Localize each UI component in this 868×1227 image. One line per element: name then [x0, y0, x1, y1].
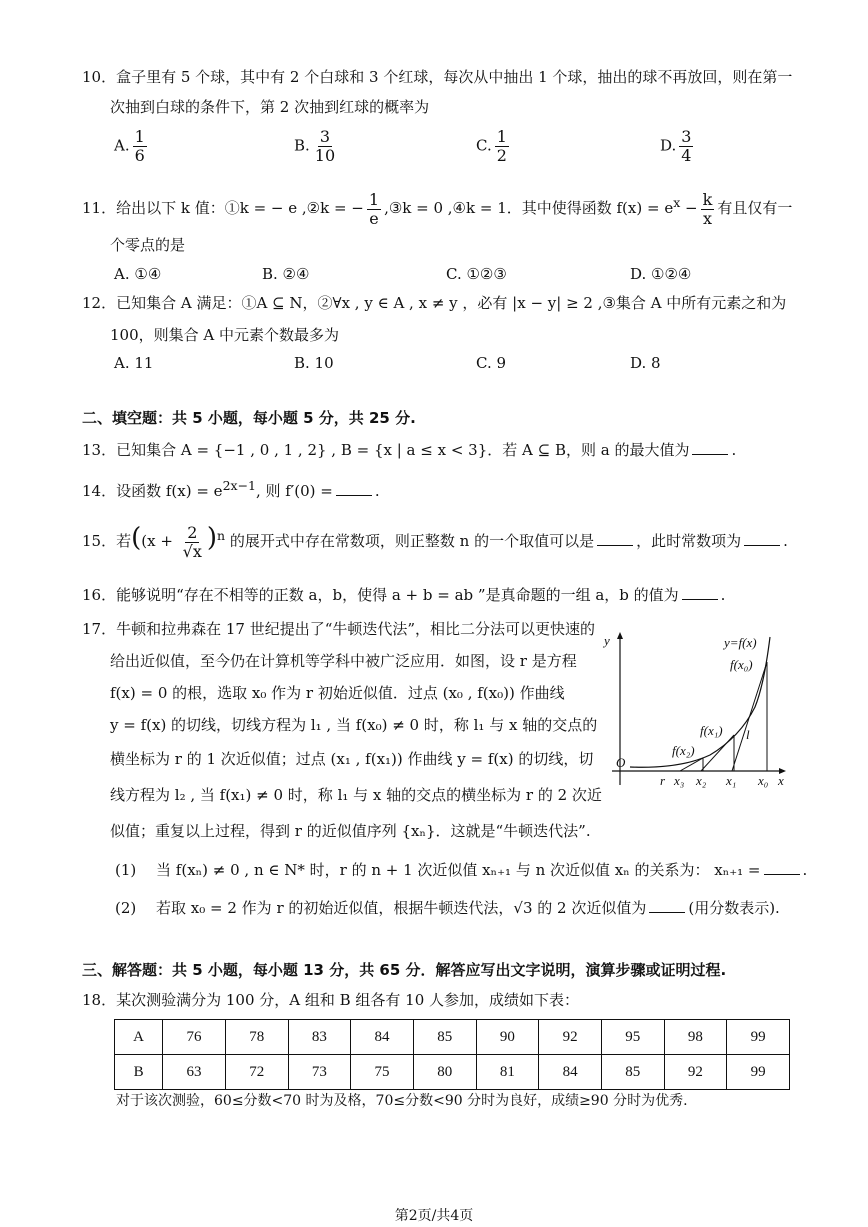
q15: 15．若((x + $\frac{2}{√x}$ )$^n$ 的展开式中存在常数项，则正整数 n 的一个取值可以是 ，此时常数项为 . — [82, 522, 788, 561]
label-fx2: f(x₂) — [672, 743, 695, 758]
score-cell: 95 — [601, 1020, 664, 1055]
q17-line-4: y = f(x) 的切线，切线方程为 l₁ , 当 f(x₀) ≠ 0 时，称 l₁ 与 x 轴的交点的 — [110, 716, 598, 734]
label-x1: x₁ — [726, 773, 737, 788]
label-curve: y=f(x) — [724, 635, 757, 650]
score-cell: 81 — [476, 1055, 539, 1090]
label-x0: x₀ — [758, 773, 769, 788]
q10-option-b: B. $\frac{3}{10}$ — [294, 127, 336, 165]
q11-line1: 11．给出以下 k 值：①k = − e ,②k = − $\frac{1}{e}$ ,③k = 0 ,④k = 1．其中使得函数 $f(x) = e^x$ − $\frac{k}{x}$ 有且仅有一 — [82, 189, 793, 228]
table-row — [115, 1020, 790, 1055]
label-x3: x₃ — [674, 773, 685, 788]
label-x2: x₂ — [696, 773, 707, 788]
score-cell: 78 — [225, 1020, 288, 1055]
q11-option-d: D. ①②④ — [630, 265, 692, 283]
q10-option-a: A. $\frac{1}{6}$ — [114, 127, 145, 165]
q18-intro: 18．某次测验满分为 100 分，A 组和 B 组各有 10 人参加，成绩如下表： — [82, 991, 580, 1009]
q14-answer-blank[interactable] — [336, 481, 372, 496]
section-2-heading: 二、填空题：共 5 小题，每小题 5 分，共 25 分. — [82, 409, 416, 427]
tangent-l1 — [732, 662, 767, 771]
q17-line-3: f(x) = 0 的根，选取 x₀ 作为 r 初始近似值．过点 (x₀ , f(x₀)) 作曲线 — [110, 684, 565, 702]
score-cell: 80 — [413, 1055, 476, 1090]
q15-answer-blank-n[interactable] — [597, 531, 633, 546]
label-fx1: f(x₁) — [700, 723, 723, 738]
q17-line-2: 给出近似值，至今仍在计算机等学科中被广泛应用．如图，设 r 是方程 — [110, 652, 577, 670]
tangent-l3 — [680, 758, 703, 771]
score-cell: 92 — [664, 1055, 727, 1090]
label-origin: O — [616, 755, 626, 770]
score-cell: 83 — [288, 1020, 351, 1055]
score-cell: 75 — [351, 1055, 414, 1090]
q11-line2: 个零点的是 — [110, 236, 186, 254]
score-cell: 72 — [225, 1055, 288, 1090]
score-cell: 76 — [163, 1020, 226, 1055]
score-cell: 84 — [539, 1055, 602, 1090]
q16: 16．能够说明“存在不相等的正数 a，b，使得 a + b = ab ”是真命题的一组 a，b 的值为 . — [82, 586, 726, 604]
scores-table — [114, 1019, 790, 1090]
score-cell: 92 — [539, 1020, 602, 1055]
label-fx0: f(x₀) — [730, 657, 753, 672]
q12-line1: 12．已知集合 A 满足：①A ⊆ N，②∀x , y ∈ A , x ≠ y ，必有 |x − y| ≥ 2 ,③集合 A 中所有元素之和为 — [82, 294, 787, 312]
q11-frac-1-over-e: $\frac{1}{e}$ — [368, 189, 380, 228]
q17-sub-1: (1) 当 f(xₙ) ≠ 0 , n ∈ N* 时，r 的 n + 1 次近似值 xₙ₊₁ 与 n 次近似值 xₙ 的关系为： xₙ₊₁ = . — [115, 861, 808, 879]
q10-b-fraction: $\frac{3}{10}$ — [314, 127, 336, 165]
q11-frac-k-over-x: $\frac{k}{x}$ — [702, 189, 713, 228]
q10-line1: 10．盒子里有 5 个球，其中有 2 个白球和 3 个红球，每次从中抽出 1 个球，抽出的球不再放回，则在第一 — [82, 68, 793, 86]
q13: 13．已知集合 A = {−1 , 0 , 1 , 2} , B = {x | a ≤ x < 3}．若 A ⊆ B，则 a 的最大值为 . — [82, 441, 737, 459]
q11-option-a: A. ①④ — [114, 265, 162, 283]
score-cell: 73 — [288, 1055, 351, 1090]
score-cell: 85 — [413, 1020, 476, 1055]
score-cell: 99 — [727, 1020, 790, 1055]
q10-a-fraction: $\frac{1}{6}$ — [134, 127, 145, 165]
label-l: l — [746, 727, 750, 742]
q17-line-5: 横坐标为 r 的 1 次近似值；过点 (x₁ , f(x₁)) 作曲线 y = f(x) 的切线，切 — [110, 750, 594, 768]
table-row — [115, 1055, 790, 1090]
y-axis-arrow — [617, 632, 623, 639]
q12-option-b: B. 10 — [294, 354, 334, 372]
q18-note: 对于该次测验，60≤分数<70 时为及格，70≤分数<90 分时为良好，成绩≥90 分时为优秀. — [116, 1093, 688, 1109]
score-cell: 90 — [476, 1020, 539, 1055]
q10-line2: 次抽到白球的条件下，第 2 次抽到红球的概率为 — [110, 98, 430, 116]
q12-line2: 100，则集合 A 中元素个数最多为 — [110, 326, 340, 344]
newton-method-graph — [600, 627, 790, 789]
q17-line-7: 似值；重复以上过程，得到 r 的近似值序列 {xₙ}．这就是“牛顿迭代法”. — [110, 822, 591, 840]
tangent-l2 — [701, 735, 734, 771]
q12-option-c: C. 9 — [476, 354, 507, 372]
q10-d-fraction: $\frac{3}{4}$ — [681, 127, 692, 165]
q10-option-c: C. $\frac{1}{2}$ — [476, 127, 507, 165]
q10-c-fraction: $\frac{1}{2}$ — [496, 127, 507, 165]
score-cell: 98 — [664, 1020, 727, 1055]
q15-frac-2-over-sqrt-x: $\frac{2}{√x}$ — [182, 522, 202, 561]
section-3-heading: 三、解答题：共 5 小题，每小题 13 分，共 65 分．解答应写出文字说明，演算步骤或证明过程. — [82, 961, 727, 979]
q13-answer-blank[interactable] — [692, 440, 728, 455]
q12-option-a: A. 11 — [114, 354, 154, 372]
q17-line-1: 17．牛顿和拉弗森在 17 世纪提出了“牛顿迭代法”，相比二分法可以更快速的 — [82, 620, 596, 638]
score-cell: 63 — [163, 1055, 226, 1090]
q11-option-c: C. ①②③ — [446, 265, 507, 283]
q11-option-b: B. ②④ — [262, 265, 310, 283]
label-y: y — [604, 633, 610, 648]
q14: 14．设函数 $f(x) = e^{2x-1}$, 则 f′(0) = . — [82, 478, 380, 500]
group-cell: A — [115, 1020, 163, 1055]
score-cell: 99 — [727, 1055, 790, 1090]
q17-sub-2: (2) 若取 x₀ = 2 作为 r 的初始近似值，根据牛顿迭代法，√3 的 2 次近似值为 (用分数表示). — [115, 899, 780, 917]
q17-1-answer-blank[interactable] — [764, 860, 800, 875]
group-cell: B — [115, 1055, 163, 1090]
label-x: x — [778, 773, 784, 788]
q17-line-6: 线方程为 l₂ , 当 f(x₁) ≠ 0 时，称 l₁ 与 x 轴的交点的横坐标为 r 的 2 次近 — [110, 786, 602, 804]
page-footer: 第2页/共4页 — [394, 1208, 474, 1224]
label-r: r — [660, 773, 666, 788]
q17-2-answer-blank[interactable] — [649, 898, 685, 913]
q15-answer-blank-constant[interactable] — [744, 531, 780, 546]
score-cell: 85 — [601, 1055, 664, 1090]
q10-option-d: D. $\frac{3}{4}$ — [660, 127, 692, 165]
q12-option-d: D. 8 — [630, 354, 661, 372]
q16-answer-blank[interactable] — [682, 585, 718, 600]
score-cell: 84 — [351, 1020, 414, 1055]
